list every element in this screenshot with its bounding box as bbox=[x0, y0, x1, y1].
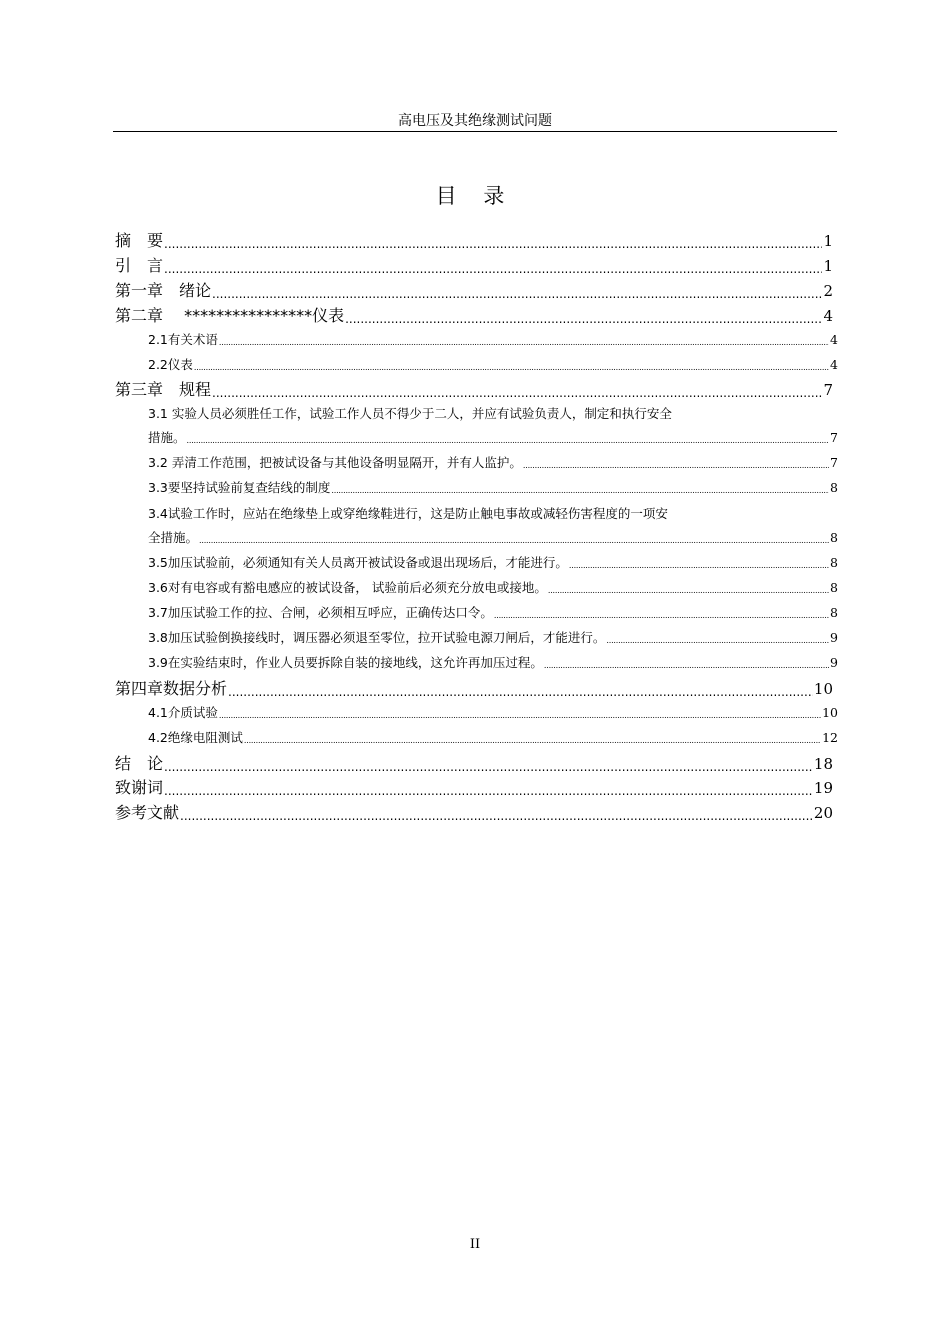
toc-leader-dots bbox=[345, 310, 822, 328]
toc-entry-label: 2.2仪表 bbox=[148, 357, 193, 372]
toc-entry-label: 措施。 bbox=[148, 430, 186, 445]
toc-page-number: 7 bbox=[830, 455, 838, 470]
toc-entry-label: 试验工作时，应站在绝缘垫上或穿绝缘鞋进行，这是防止触电事故或减轻伤害程度的一项安 bbox=[167, 506, 668, 521]
toc-page-number: 1 bbox=[823, 257, 833, 275]
toc-entry-section-3-1-line1[interactable] bbox=[148, 403, 672, 425]
toc-entry-section-3-4[interactable] bbox=[148, 527, 838, 549]
toc-entry-label: 3.5加压试验前，必须通知有关人员离开被试设备或退出现场后，才能进行。 bbox=[148, 555, 568, 570]
toc-leader-dots bbox=[212, 384, 822, 402]
toc-leader-dots bbox=[212, 285, 822, 303]
toc-entry-section-3-5[interactable] bbox=[148, 552, 838, 574]
header-rule bbox=[113, 131, 837, 132]
toc-entry-label: 参考文献 bbox=[115, 803, 180, 822]
toc-page-number: 4 bbox=[830, 357, 838, 372]
toc-entry-section-3-1[interactable] bbox=[148, 427, 838, 449]
toc-leader-dots bbox=[219, 335, 829, 351]
toc-leader-dots bbox=[164, 782, 813, 800]
toc-entry-abstract[interactable] bbox=[115, 229, 833, 253]
toc-page-number: 8 bbox=[830, 555, 838, 570]
toc-entry-label: 3.2 弄清工作范围，把被试设备与其他设备明显隔开，并有人监护。 bbox=[148, 455, 522, 470]
toc-entry-label: 3.9在实验结束时，作业人员要拆除自装的接地线，这允许再加压过程。 bbox=[148, 655, 543, 670]
page-footer-number: II bbox=[469, 1237, 481, 1252]
toc-entry-section-3-6[interactable] bbox=[148, 577, 838, 599]
toc-entry-label: 致谢词 bbox=[115, 778, 164, 797]
toc-leader-dots bbox=[494, 608, 829, 624]
toc-page-number: 7 bbox=[823, 381, 833, 399]
toc-page-number: 8 bbox=[830, 530, 838, 545]
toc-page-number: 2 bbox=[823, 282, 833, 300]
toc-page-number: 1 bbox=[823, 232, 833, 250]
toc-leader-dots bbox=[569, 558, 829, 574]
toc-entry-label: 结 论 bbox=[115, 754, 164, 773]
toc-section-number: 3.1 bbox=[148, 406, 168, 421]
toc-entry-label: 3.6对有电容或有豁电感应的被试设备， 试验前后必须充分放电或接地。 bbox=[148, 580, 547, 595]
toc-leader-dots bbox=[199, 533, 829, 549]
toc-entry-chapter-1[interactable] bbox=[115, 279, 833, 303]
toc-entry-section-3-3[interactable] bbox=[148, 477, 838, 499]
toc-leader-dots bbox=[244, 733, 821, 749]
toc-page-number: 10 bbox=[822, 705, 838, 720]
toc-entry-acknowledgements[interactable] bbox=[115, 776, 833, 800]
toc-entry-references[interactable] bbox=[115, 801, 833, 825]
toc-leader-dots bbox=[548, 583, 829, 599]
toc-entry-label: 2.1有关术语 bbox=[148, 332, 218, 347]
toc-page-number: 12 bbox=[822, 730, 838, 745]
toc-entry-label: 引 言 bbox=[115, 256, 164, 275]
toc-page-number: 8 bbox=[830, 480, 838, 495]
toc-entry-label: 3.8加压试验倒换接线时，调压器必须退至零位，拉开试验电源刀闸后，才能进行。 bbox=[148, 630, 606, 645]
toc-page-number: 10 bbox=[813, 680, 833, 698]
toc-entry-label: 摘 要 bbox=[115, 231, 164, 250]
toc-entry-conclusion[interactable] bbox=[115, 752, 833, 776]
toc-leader-dots bbox=[187, 433, 830, 449]
toc-entry-chapter-2[interactable] bbox=[115, 304, 833, 328]
toc-entry-section-3-7[interactable] bbox=[148, 602, 838, 624]
toc-page-number: 4 bbox=[830, 332, 838, 347]
toc-entry-chapter-3[interactable] bbox=[115, 378, 833, 402]
toc-page-number: 8 bbox=[830, 580, 838, 595]
toc-entry-label: 4.2绝缘电阻测试 bbox=[148, 730, 243, 745]
toc-section-number: 3.4 bbox=[148, 506, 168, 521]
toc-entry-label: 3.3要坚持试验前复查结线的制度 bbox=[148, 480, 331, 495]
toc-entry-section-4-1[interactable] bbox=[148, 702, 838, 724]
toc-entry-label: 第二章 ****************仪表 bbox=[115, 306, 345, 325]
toc-page-number: 9 bbox=[830, 630, 838, 645]
toc-leader-dots bbox=[523, 458, 829, 474]
toc-leader-dots bbox=[544, 658, 829, 674]
toc-entry-label: 3.7加压试验工作的拉、合闸，必须相互呼应，正确传达口令。 bbox=[148, 605, 493, 620]
toc-page-number: 4 bbox=[823, 307, 833, 325]
toc-entry-section-4-2[interactable] bbox=[148, 727, 838, 749]
toc-leader-dots bbox=[164, 758, 813, 776]
toc-page-number: 18 bbox=[813, 755, 833, 773]
toc-entry-label: 第一章 绪论 bbox=[115, 281, 212, 300]
toc-entry-label: 实验人员必须胜任工作，试验工作人员不得少于二人，并应有试验负责人，制定和执行安全 bbox=[171, 406, 672, 421]
toc-entry-label: 第四章数据分析 bbox=[115, 679, 228, 698]
toc-entry-section-3-9[interactable] bbox=[148, 652, 838, 674]
toc-entry-section-2-2[interactable] bbox=[148, 354, 838, 376]
toc-entry-section-3-4-line1[interactable] bbox=[148, 503, 668, 525]
toc-page-number: 7 bbox=[830, 430, 838, 445]
toc-title: 目 录 bbox=[435, 184, 515, 208]
toc-entry-label: 4.1介质试验 bbox=[148, 705, 218, 720]
toc-entry-label: 全措施。 bbox=[148, 530, 199, 545]
toc-leader-dots bbox=[194, 360, 829, 376]
toc-entry-label: 第三章 规程 bbox=[115, 380, 212, 399]
toc-page-number: 19 bbox=[813, 779, 833, 797]
toc-leader-dots bbox=[228, 683, 813, 701]
toc-page-number: 8 bbox=[830, 605, 838, 620]
toc-leader-dots bbox=[164, 260, 822, 278]
toc-leader-dots bbox=[219, 708, 821, 724]
toc-page-number: 9 bbox=[830, 655, 838, 670]
toc-entry-section-3-8[interactable] bbox=[148, 627, 838, 649]
toc-entry-section-3-2[interactable] bbox=[148, 452, 838, 474]
toc-leader-dots bbox=[180, 807, 813, 825]
toc-entry-section-2-1[interactable] bbox=[148, 329, 838, 351]
toc-leader-dots bbox=[606, 633, 829, 649]
toc-leader-dots bbox=[331, 483, 829, 499]
page-header: 高电压及其绝缘测试问题 bbox=[398, 113, 552, 129]
toc-page-number: 20 bbox=[813, 804, 833, 822]
toc-leader-dots bbox=[164, 235, 822, 253]
toc-entry-introduction[interactable] bbox=[115, 254, 833, 278]
toc-entry-chapter-4[interactable] bbox=[115, 677, 833, 701]
